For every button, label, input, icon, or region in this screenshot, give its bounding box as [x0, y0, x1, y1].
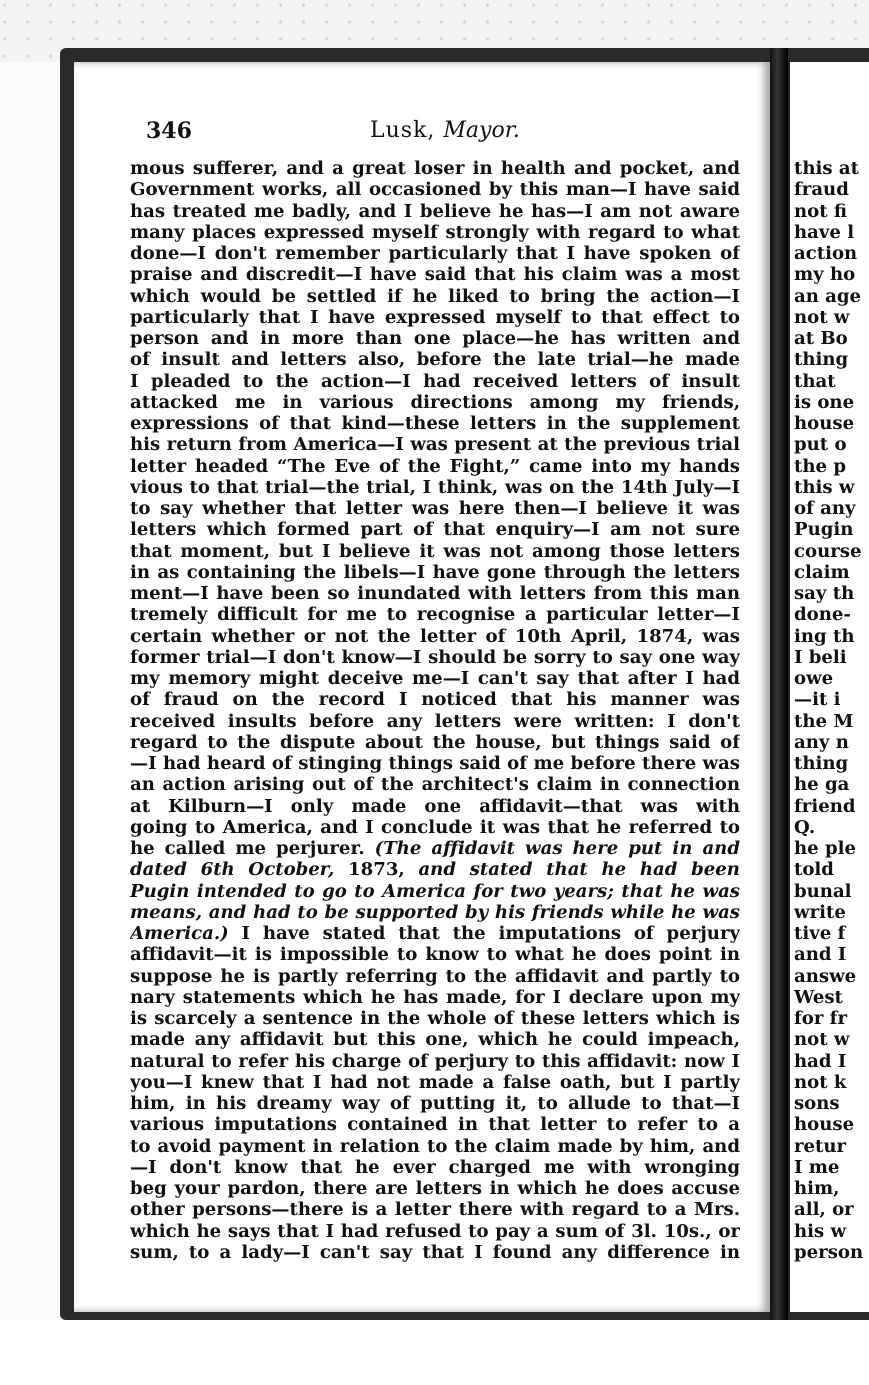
- facing-page-line: ing th: [794, 625, 855, 647]
- text-run: nary statements which he has made, for I declare upon my: [130, 986, 740, 1008]
- text-line: [130, 1157, 740, 1178]
- facing-page-line: sons: [794, 1093, 840, 1114]
- facing-page-line: is one: [794, 391, 855, 413]
- text-line: [130, 179, 740, 200]
- text-run: he called me perjurer.: [130, 838, 365, 859]
- text-run: his return from America—I was present at the previous trial: [130, 434, 740, 456]
- text-line: [130, 286, 740, 307]
- text-line: [130, 647, 740, 668]
- text-run: my memory might deceive me—I can't say that after I had: [130, 668, 740, 689]
- italic-text: Pugin intended to go to America for two years; that he was: [130, 880, 740, 902]
- text-run: of insult and letters also, before the late trial—he made: [130, 349, 740, 371]
- text-run: —I had heard of stinging things said of me before there was: [130, 753, 740, 774]
- facing-page-line: claim: [794, 561, 850, 583]
- text-line: [130, 456, 740, 477]
- text-line: [130, 689, 740, 710]
- text-run: letters which formed part of that enquiry—I am not sure: [130, 519, 740, 541]
- facing-page-line: an age: [794, 285, 862, 307]
- text-run: various imputations contained in that letter to refer to a: [130, 1114, 740, 1136]
- facing-page-line: answe: [794, 965, 857, 987]
- facing-page-line: friend: [794, 795, 856, 817]
- italic-text: and stated that he had been: [418, 859, 740, 881]
- text-run: letter headed “The Eve of the Fight,” came into my hands: [130, 455, 740, 477]
- facing-page-line: all, or: [794, 1199, 854, 1221]
- facing-page-line: the p: [794, 455, 846, 477]
- facing-page-line: house: [794, 413, 855, 434]
- italic-text: means, and had to be supported by his friends while he was: [130, 901, 740, 923]
- text-run: attacked me in various directions among my friends,: [130, 391, 740, 413]
- text-run: of fraud on the record I noticed that his manner was: [130, 689, 740, 711]
- facing-page-line: he ple: [794, 838, 857, 859]
- text-line: [130, 1093, 740, 1114]
- facing-page-line: this w: [794, 476, 855, 498]
- facing-page-line: fraud: [794, 179, 849, 201]
- facing-page: [790, 62, 869, 1312]
- facing-page-line: of any: [794, 498, 856, 519]
- text-line: [130, 243, 740, 264]
- facing-page-line: house: [794, 1114, 855, 1136]
- text-run: Government works, all occasioned by this man—I have said: [130, 179, 740, 201]
- facing-page-line: West: [794, 986, 843, 1008]
- text-run: has treated me badly, and I believe he has—I am not aware: [130, 200, 740, 222]
- scan-bottom-margin: [0, 1320, 869, 1385]
- text-line: [130, 434, 740, 455]
- running-head-name: Lusk,: [370, 118, 436, 143]
- text-line: [130, 1178, 740, 1199]
- text-line: [130, 1008, 740, 1029]
- text-line: [130, 264, 740, 285]
- text-line: [130, 902, 740, 923]
- text-run: many places expressed myself strongly with regard to what: [130, 221, 740, 243]
- text-line: [130, 477, 740, 498]
- text-run: suppose he is partly referring to the affidavit and partly to: [130, 965, 740, 987]
- text-line: [130, 987, 740, 1008]
- text-line: [130, 1029, 740, 1050]
- facing-page-line: done-: [794, 604, 851, 626]
- text-line: [130, 796, 740, 817]
- text-line: [130, 498, 740, 519]
- text-run: going to America, and I conclude it was that he referred to: [130, 816, 740, 838]
- text-line: [130, 1221, 740, 1242]
- text-run: I have stated that the imputations of perjury: [241, 923, 740, 944]
- text-run: natural to refer his charge of perjury to this affidavit: now I: [130, 1050, 740, 1072]
- facing-page-line: at Bo: [794, 328, 848, 349]
- facing-page-line: and I: [794, 944, 847, 966]
- running-head: [370, 118, 520, 143]
- text-line: [130, 604, 740, 625]
- text-run: done—I don't remember particularly that I have spoken of: [130, 243, 740, 264]
- text-line: [130, 859, 740, 880]
- text-line: [130, 349, 740, 370]
- text-run: that moment, but I believe it was not among those letters: [130, 540, 740, 562]
- facing-page-line: action: [794, 243, 858, 264]
- facing-page-line: Pugin: [794, 519, 854, 541]
- text-run: at Kilburn—I only made one affidavit—that was with: [130, 795, 740, 817]
- page-header: [146, 118, 756, 154]
- text-run: to avoid payment in relation to the claim made by him, and: [130, 1135, 740, 1157]
- facing-page-line: tive f: [794, 923, 846, 944]
- facing-page-line: say th: [794, 583, 855, 604]
- page-number: 346: [146, 118, 192, 144]
- facing-page-line: course: [794, 540, 862, 562]
- text-run: is scarcely a sentence in the whole of these letters which is: [130, 1008, 740, 1029]
- text-run: I pleaded to the action—I had received letters of insult: [130, 370, 740, 392]
- text-run: which he says that I had refused to pay a sum of 3l. 10s., or: [130, 1220, 740, 1242]
- facing-page-line: him,: [794, 1178, 840, 1199]
- facing-page-line: not fi: [794, 200, 848, 222]
- text-run: 1873,: [348, 859, 405, 881]
- text-line: [130, 1199, 740, 1220]
- facing-page-line: I beli: [794, 646, 847, 668]
- text-run: person and in more than one place—he has written and: [130, 328, 740, 349]
- facing-page-line: not w: [794, 1029, 850, 1051]
- text-line: [130, 1051, 740, 1072]
- facing-page-line: had I: [794, 1050, 847, 1072]
- text-line: [130, 201, 740, 222]
- text-line: [130, 923, 740, 944]
- text-run: sum, to a lady—I can't say that I found any difference in: [130, 1241, 740, 1263]
- text-run: tremely difficult for me to recognise a particular letter—I: [130, 604, 740, 626]
- text-line: [130, 881, 740, 902]
- text-run: received insults before any letters were written: I don't: [130, 710, 740, 732]
- facing-page-line: person: [794, 1241, 864, 1263]
- text-line: [130, 1136, 740, 1157]
- text-line: [130, 711, 740, 732]
- facing-page-text: [794, 158, 869, 1263]
- text-run: regard to the dispute about the house, but things said of: [130, 731, 740, 753]
- text-line: [130, 944, 740, 965]
- text-line: [130, 966, 740, 987]
- facing-page-line: Q.: [794, 816, 816, 838]
- text-line: [130, 583, 740, 604]
- facing-page-line: thing: [794, 349, 849, 371]
- facing-page-line: have l: [794, 221, 855, 243]
- facing-page-line: thing: [794, 753, 849, 774]
- italic-text: dated 6th October,: [130, 859, 335, 881]
- text-run: to say whether that letter was here then—I believe it was: [130, 498, 740, 519]
- running-head-title: Mayor.: [443, 118, 520, 143]
- text-line: [130, 774, 740, 795]
- text-run: vious to that trial—the trial, I think, was on the 14th July—I: [130, 476, 740, 498]
- text-line: [130, 668, 740, 689]
- facing-page-line: put o: [794, 434, 847, 456]
- text-line: [130, 838, 740, 859]
- facing-page-line: owe: [794, 668, 834, 689]
- text-run: other persons—there is a letter there with regard to a Mrs.: [130, 1199, 740, 1221]
- book-gutter: [770, 48, 788, 1320]
- facing-page-line: not w: [794, 306, 850, 328]
- text-run: made any affidavit but this one, which he could impeach,: [130, 1029, 740, 1051]
- text-run: —I don't know that he ever charged me with wronging: [130, 1156, 740, 1178]
- italic-text: America.): [130, 923, 229, 944]
- text-run: ment—I have been so inundated with letters from this man: [130, 583, 740, 604]
- facing-page-line: —it i: [794, 689, 841, 711]
- text-line: [130, 307, 740, 328]
- text-line: [130, 328, 740, 349]
- text-run: praise and discredit—I have said that his claim was a most: [130, 264, 740, 286]
- text-line: [130, 626, 740, 647]
- text-run: particularly that I have expressed myself to that effect to: [130, 306, 740, 328]
- text-line: [130, 519, 740, 540]
- facing-page-line: not k: [794, 1071, 847, 1093]
- facing-page-line: told: [794, 859, 834, 881]
- facing-page-line: my ho: [794, 264, 856, 286]
- italic-text: (The affidavit was here put in and: [374, 838, 740, 859]
- text-run: mous sufferer, and a great loser in health and pocket, and: [130, 158, 740, 179]
- facing-page-line: bunal: [794, 880, 852, 902]
- text-run: him, in his dreamy way of putting it, to allude to that—I: [130, 1093, 740, 1114]
- facing-page-line: that: [794, 370, 836, 392]
- text-run: expressions of that kind—these letters in the supplement: [130, 413, 740, 434]
- facing-page-line: I me: [794, 1156, 840, 1178]
- text-line: [130, 817, 740, 838]
- text-line: [130, 541, 740, 562]
- facing-page-line: he ga: [794, 774, 850, 796]
- text-line: [130, 1242, 740, 1263]
- facing-page-line: the M: [794, 710, 854, 732]
- facing-page-line: this at: [794, 158, 859, 179]
- text-line: [130, 371, 740, 392]
- text-run: which would be settled if he liked to bring the action—I: [130, 285, 740, 307]
- facing-page-line: write: [794, 901, 846, 923]
- text-line: [130, 1072, 740, 1093]
- text-run: former trial—I don't know—I should be sorry to say one way: [130, 646, 740, 668]
- text-run: an action arising out of the architect's claim in connection: [130, 774, 740, 796]
- text-run: you—I knew that I had not made a false oath, but I partly: [130, 1071, 740, 1093]
- facing-page-line: his w: [794, 1220, 847, 1242]
- text-line: [130, 1114, 740, 1135]
- text-run: certain whether or not the letter of 10th April, 1874, was: [130, 625, 740, 647]
- facing-page-line: any n: [794, 731, 849, 753]
- text-line: [130, 753, 740, 774]
- text-line: [130, 392, 740, 413]
- text-line: [130, 158, 740, 179]
- facing-page-line: for fr: [794, 1008, 848, 1029]
- text-line: [130, 413, 740, 434]
- text-run: affidavit—it is impossible to know to what he does point in: [130, 944, 740, 966]
- text-run: in as containing the libels—I have gone through the letters: [130, 561, 740, 583]
- facing-page-line: retur: [794, 1135, 847, 1157]
- text-line: [130, 732, 740, 753]
- text-line: [130, 562, 740, 583]
- text-run: beg your pardon, there are letters in which he does accuse: [130, 1178, 740, 1199]
- page-body-text: [130, 158, 740, 1263]
- text-line: [130, 222, 740, 243]
